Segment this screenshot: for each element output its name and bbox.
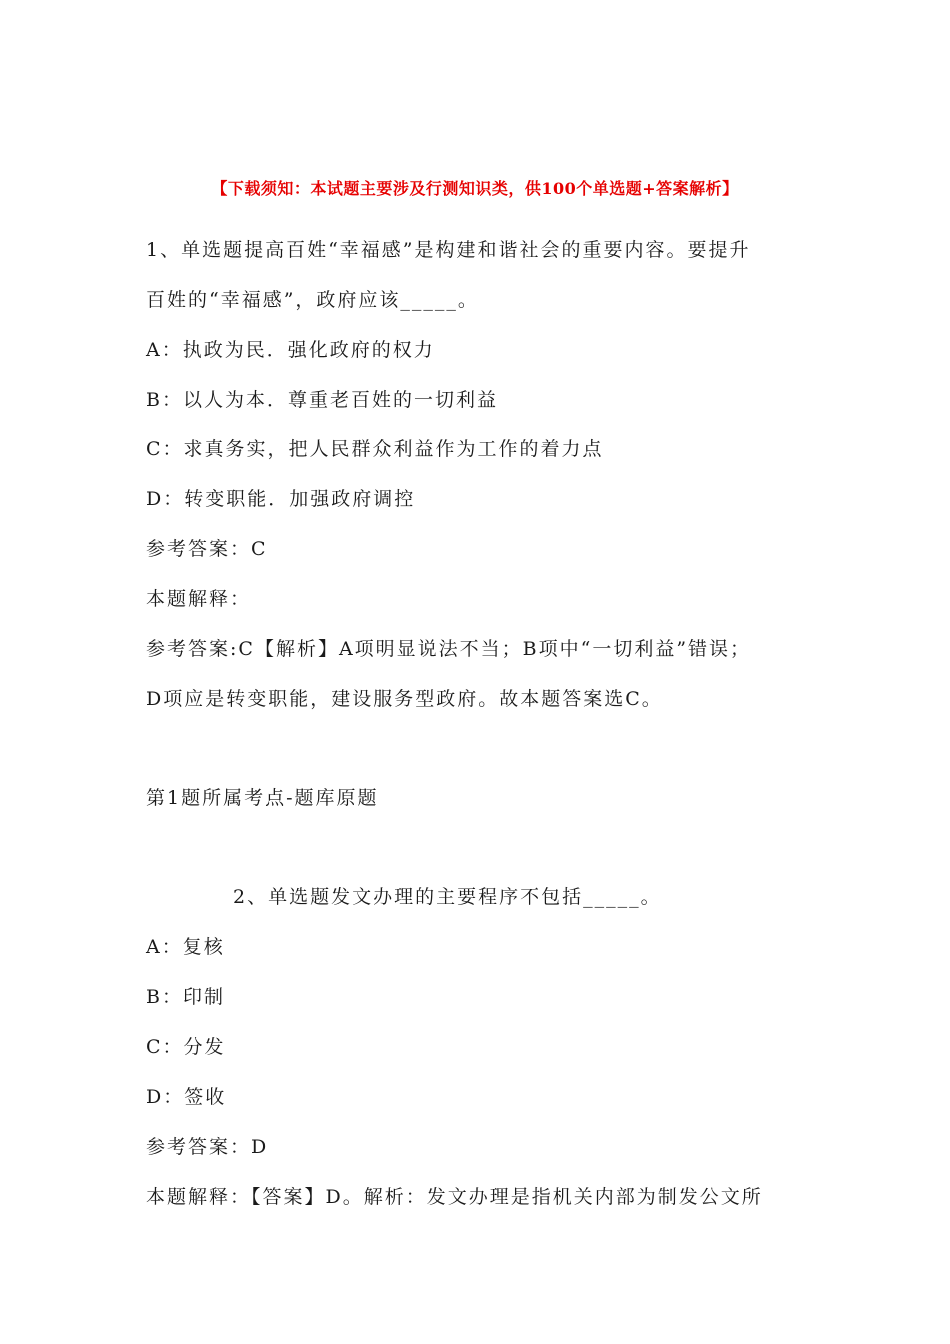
q2-option-b: B：印制 (146, 986, 225, 1008)
q2-explain-line1: 本题解释：【答案】D。解析：发文办理是指机关内部为制发公文所 (146, 1186, 763, 1208)
q1-stem-line2: 百姓的“幸福感”，政府应该_____。 (146, 289, 479, 311)
q1-explain-label: 本题解释： (146, 588, 252, 610)
download-notice: 【下载须知：本试题主要涉及行测知识类，供100个单选题+答案解析】 (211, 179, 739, 198)
q1-option-b: B：以人为本．尊重老百姓的一切利益 (146, 389, 498, 411)
q1-answer: 参考答案：C (146, 538, 268, 560)
q1-explain-line1: 参考答案:C【解析】A项明显说法不当；B项中“一切利益”错误； (146, 638, 752, 660)
q2-option-d: D：签收 (146, 1086, 227, 1108)
q2-stem: 2、单选题发文办理的主要程序不包括_____。 (233, 886, 662, 908)
q2-answer: 参考答案：D (146, 1136, 269, 1158)
q1-option-a: A：执政为民．强化政府的权力 (146, 339, 435, 361)
q1-stem-line1: 1、单选题提高百姓“幸福感”是构建和谐社会的重要内容。要提升 (146, 239, 751, 261)
q1-option-d: D：转变职能．加强政府调控 (146, 488, 416, 510)
q2-option-c: C：分发 (146, 1036, 226, 1058)
q2-option-a: A：复核 (146, 936, 225, 958)
q1-topic: 第1题所属考点-题库原题 (146, 787, 379, 809)
q1-explain-line2: D项应是转变职能，建设服务型政府。故本题答案选C。 (146, 688, 663, 710)
q1-option-c: C：求真务实，把人民群众利益作为工作的着力点 (146, 438, 604, 460)
